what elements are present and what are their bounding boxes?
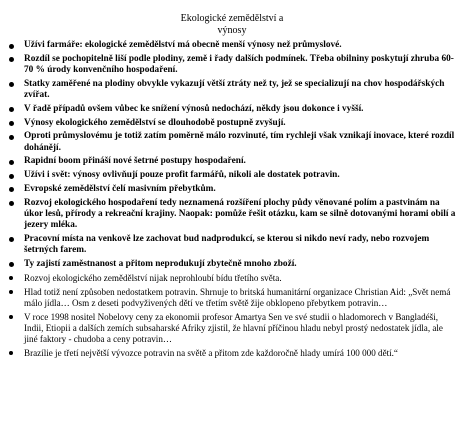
bullet-item	[8, 104, 456, 115]
bullet-dot-icon	[9, 160, 14, 165]
bullet-text: Brazílie je třetí největší vývozce potravin na světě a přitom zde každoročně hlady umírá 100 000 dětí.“	[24, 347, 398, 358]
bullet-dot-icon	[9, 135, 14, 140]
bullet-text: Rapidní boom přináší nové šetrné postupy hospodaření.	[24, 156, 246, 167]
bullet-dot-icon	[9, 44, 14, 49]
bullet-item	[8, 312, 456, 345]
title-line-1: Ekologické zemědělství a	[180, 13, 284, 24]
document-title	[8, 13, 456, 37]
bullet-dot-icon	[9, 82, 14, 87]
bullet-dot-icon	[9, 315, 13, 319]
bullet-dot-icon	[9, 351, 13, 355]
bullet-text: Užívi i svět: výnosy ovlivňují pouze profit farmářů, nikoli ale dostatek potravin.	[24, 170, 340, 181]
bullet-text: Rozvoj ekologického zemědělství nijak neprohloubí bídu třetího světa.	[24, 272, 282, 283]
bullet-text: Rozdíl se pochopitelně liší podle plodiny, země i řady dalších podmínek. Třeba obilniny poskytují zhruba 60-70 % úrody konvenčního hospodaření.	[24, 53, 454, 75]
bullet-dot-icon	[9, 237, 14, 242]
bullet-dot-icon	[9, 121, 14, 126]
bullet-text: Užívi farmáře: ekologické zemědělství má obecně menší výnosy než průmyslové.	[24, 40, 342, 50]
bullet-item	[8, 79, 456, 101]
bullet-text: V řadě případů ovšem vůbec ke snížení výnosů nedochází, někdy jsou dokonce i vyšší.	[24, 103, 364, 114]
bullet-item	[8, 170, 456, 181]
bullet-dot-icon	[9, 107, 14, 112]
bullet-dot-icon	[9, 57, 14, 62]
bullet-item	[8, 273, 456, 284]
bullet-item	[8, 348, 456, 359]
bullet-item	[8, 131, 456, 153]
bullet-item	[8, 287, 456, 309]
bullet-text: Hlad totiž není způsoben nedostatkem potravin. Shrnuje to britská humanitární organizace Christian Aid: „Svět nemá málo jídla… Osm z deseti podvyživených dětí ve třetím světě žije obklopeno přebytkem potravin…	[24, 286, 451, 308]
bullet-dot-icon	[9, 262, 14, 267]
bullet-item	[8, 259, 456, 270]
bullet-item	[8, 198, 456, 232]
bullet-dot-icon	[9, 276, 13, 280]
bullet-item	[8, 234, 456, 256]
bullet-text: Oproti průmyslovému je totiž zatím poměrně málo rozvinuté, tím rychleji však vznikají inovace, které rozdíl dohánějí.	[24, 131, 455, 153]
bullet-list	[8, 40, 456, 359]
bullet-item	[8, 184, 456, 195]
bullet-dot-icon	[9, 187, 14, 192]
bullet-text: Statky zaměřené na plodiny obvykle vykazují větší ztráty než ty, jež se specializují na chov hospodářských zvířat.	[24, 78, 445, 100]
bullet-item	[8, 118, 456, 129]
bullet-item	[8, 54, 456, 76]
bullet-text: Pracovní místa na venkově lze zachovat bud nadprodukcí, se kterou si nikdo neví rady, nebo rozvojem šetrných farem.	[24, 233, 430, 256]
bullet-dot-icon	[9, 290, 13, 294]
bullet-dot-icon	[9, 174, 14, 179]
bullet-dot-icon	[9, 201, 14, 206]
bullet-text: Rozvoj ekologického hospodaření tedy neznamená rozšíření plochy půdy věnované polím a pastvinám na úkor lesů, přírody a rekreační krajiny. Naopak: pomůže řešit otázku, kam se silně dotovanými horami obilí a jezery mléka.	[24, 197, 456, 231]
bullet-text: Výnosy ekologického zemědělství se dlouhodobě postupně zvyšují.	[24, 117, 286, 128]
bullet-item	[8, 40, 456, 51]
bullet-text: Ty zajistí zaměstnanost a přitom neprodukují zbytečně mnoho zboží.	[24, 258, 297, 269]
bullet-text: V roce 1998 nositel Nobelovy ceny za ekonomii profesor Amartya Sen ve své studii o hladomorech v Bangladéši, Indii, Etiopii a dalších zemích subsaharské Afriky zjistil, že hlavní příčinou hladu nebyl prostý nedostatek jídla, ale jiné faktory - chudoba a ceny potravin…	[24, 311, 443, 344]
title-line-2: výnosy	[217, 25, 247, 36]
bullet-item	[8, 156, 456, 167]
bullet-text: Evropské zemědělství čelí masivním přebytkům.	[24, 183, 216, 194]
